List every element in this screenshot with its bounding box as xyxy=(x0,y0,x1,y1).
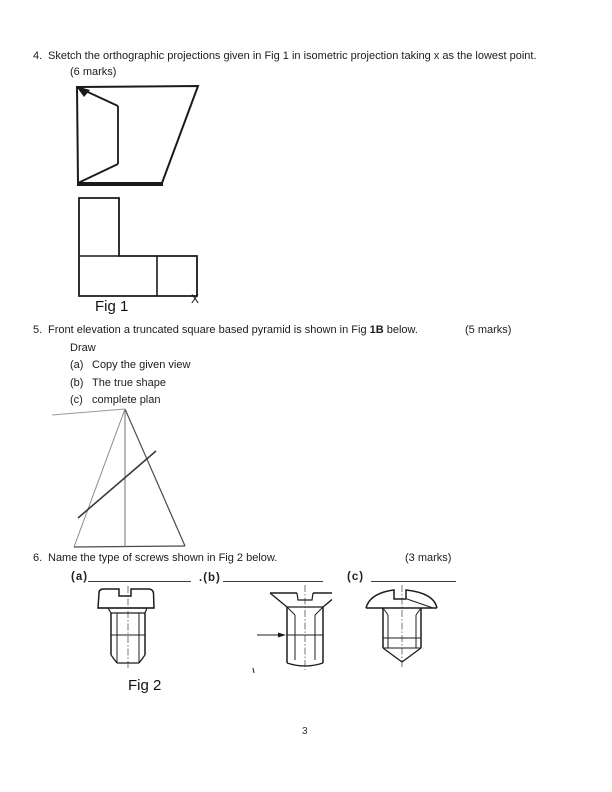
question-5-fig-ref: 1B xyxy=(369,324,384,336)
screw-b-label: .(b) xyxy=(199,572,221,584)
question-6-number: 6. xyxy=(33,552,43,564)
item-c-text: complete plan xyxy=(92,394,161,406)
item-a-label: (a) xyxy=(70,359,84,371)
fig2-caption: Fig 2 xyxy=(128,677,162,694)
question-6-marks: (3 marks) xyxy=(405,552,452,564)
answer-line-c xyxy=(371,581,456,582)
screw-c-label: (c) xyxy=(347,571,365,583)
question-6-text: Name the type of screws shown in Fig 2 below. xyxy=(48,552,278,564)
item-c-label: (c) xyxy=(70,394,83,406)
fig1b-truncated-pyramid-drawing xyxy=(45,403,200,553)
question-4-text: Sketch the orthographic projections given in Fig 1 in isometric projection taking x as the lowest point. xyxy=(48,50,537,62)
question-5-text-after: below. xyxy=(383,324,418,336)
question-4-number: 4. xyxy=(33,50,43,62)
screw-b-drawing xyxy=(250,585,332,677)
item-b-text: The true shape xyxy=(92,377,166,389)
answer-line-b xyxy=(223,581,323,582)
item-a-text: Copy the given view xyxy=(92,359,191,371)
fig1-orthographic-projection-drawing xyxy=(60,80,220,305)
fig1-caption: Fig 1 xyxy=(95,298,129,315)
question-5-item-b xyxy=(70,377,166,390)
question-5-draw-label: Draw xyxy=(70,342,96,354)
question-5-text-before: Front elevation a truncated square based pyramid is shown in Fig xyxy=(48,324,370,336)
item-b-label: (b) xyxy=(70,377,84,389)
question-5-number: 5. xyxy=(33,324,43,336)
pointer-arrowhead xyxy=(278,633,286,638)
question-5-item-a xyxy=(70,359,190,372)
question-4-marks: (6 marks) xyxy=(70,66,117,78)
fig1-x-point-label: X xyxy=(191,292,200,306)
screw-a-label: (a) xyxy=(71,571,89,583)
screw-a-drawing xyxy=(90,585,166,675)
question-5-marks: (5 marks) xyxy=(465,324,512,336)
page-number: 3 xyxy=(302,726,308,737)
answer-line-a xyxy=(88,581,191,582)
screw-c-drawing xyxy=(360,585,440,673)
question-5-text xyxy=(48,324,418,337)
truncation-cut-line xyxy=(78,451,156,518)
